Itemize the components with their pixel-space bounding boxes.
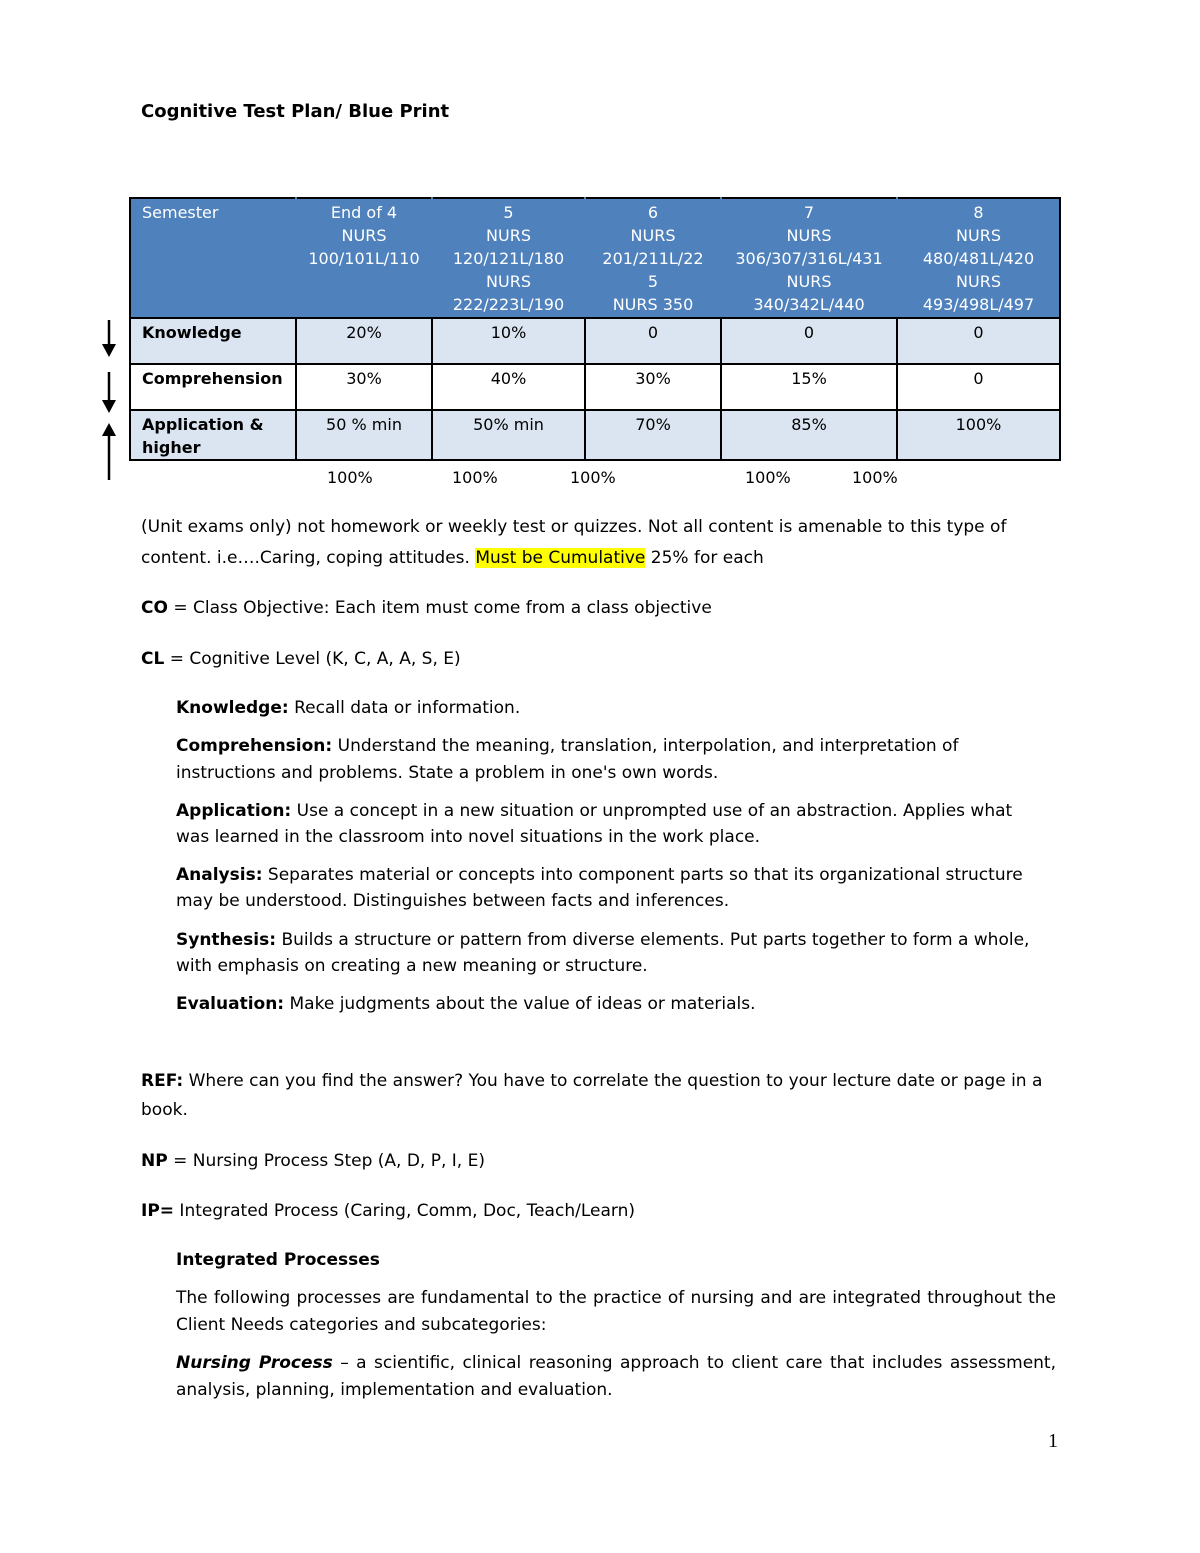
header-cell <box>721 198 897 318</box>
level-application: Application: Use a concept in a new situation or unprompted use of an abstraction. Applies what <box>176 801 1013 821</box>
total-value: 100% <box>452 468 498 487</box>
row-label: Knowledge <box>130 318 296 364</box>
table-cell: 0 <box>585 318 721 364</box>
nursing-process-paragraph: Nursing Process – a scientific, clinical reasoning approach to client care that includes assessment, analysis, planning, implementation and evaluation. <box>176 1353 1056 1400</box>
header-semester: Semester <box>130 198 296 318</box>
table-cell: 0 <box>721 318 897 364</box>
table-cell: 15% <box>721 364 897 410</box>
level-comprehension: Comprehension: Understand the meaning, translation, interpolation, and interpretation of <box>176 736 959 756</box>
header-line: 8 NURS 480/481L/420 NURS 493/498L/497 <box>922 203 1035 314</box>
cl-definition: CL = Cognitive Level (K, C, A, A, S, E) <box>141 649 461 669</box>
header-line: 7 NURS 306/307/316L/431 NURS 340/342L/440 <box>735 203 883 314</box>
page-title: Cognitive Test Plan/ Blue Print <box>141 101 450 122</box>
table-row <box>130 318 1060 364</box>
ref-definition-cont: book. <box>141 1100 188 1120</box>
header-line: 6 NURS 201/211L/22 5 NURS 350 <box>602 203 704 314</box>
header-cell <box>585 198 721 318</box>
table-cell: 0 <box>897 364 1060 410</box>
np-definition: NP = Nursing Process Step (A, D, P, I, E) <box>141 1151 485 1171</box>
table-cell: 10% <box>432 318 585 364</box>
arrow-down-icon <box>101 372 117 414</box>
total-value: 100% <box>745 468 791 487</box>
level-comprehension-cont: instructions and problems. State a problem in one's own words. <box>176 763 719 783</box>
table-header-row <box>130 198 1060 318</box>
header-cell <box>296 198 432 318</box>
level-application-cont: was learned in the classroom into novel situations in the work place. <box>176 827 761 847</box>
test-plan-table <box>129 197 1061 461</box>
highlight-text: Must be Cumulative <box>475 548 646 568</box>
total-value: 100% <box>852 468 898 487</box>
table-cell: 0 <box>897 318 1060 364</box>
arrow-down-icon <box>101 320 117 358</box>
header-line: 5 NURS 120/121L/180 NURS 222/223L/190 <box>452 203 565 314</box>
row-label: Comprehension <box>130 364 296 410</box>
level-evaluation: Evaluation: Make judgments about the value of ideas or materials. <box>176 994 756 1014</box>
table-cell: 50 % min <box>296 410 432 460</box>
table-cell: 85% <box>721 410 897 460</box>
level-synthesis: Synthesis: Builds a structure or pattern from diverse elements. Put parts together to form a whole, <box>176 930 1030 950</box>
row-label: Application & higher <box>130 410 296 460</box>
integrated-heading: Integrated Processes <box>176 1250 380 1270</box>
header-cell <box>432 198 585 318</box>
note-line: content. i.e….Caring, coping attitudes. Must be Cumulative 25% for each <box>141 548 764 568</box>
table-cell: 100% <box>897 410 1060 460</box>
table-cell: 20% <box>296 318 432 364</box>
table-row <box>130 364 1060 410</box>
arrow-up-icon <box>101 422 117 480</box>
total-value: 100% <box>570 468 616 487</box>
page-number: 1 <box>1048 1430 1058 1452</box>
ip-definition: IP= Integrated Process (Caring, Comm, Doc, Teach/Learn) <box>141 1201 635 1221</box>
header-line: End of 4 NURS 100/101L/110 <box>308 203 420 268</box>
table-cell: 40% <box>432 364 585 410</box>
co-definition: CO = Class Objective: Each item must come from a class objective <box>141 598 712 618</box>
ref-definition: REF: Where can you find the answer? You have to correlate the question to your lecture date or page in a <box>141 1071 1043 1091</box>
table-cell: 30% <box>296 364 432 410</box>
table-cell: 50% min <box>432 410 585 460</box>
level-knowledge: Knowledge: Recall data or information. <box>176 698 521 718</box>
level-analysis-cont: may be understood. Distinguishes between facts and inferences. <box>176 891 730 911</box>
header-cell <box>897 198 1060 318</box>
integrated-intro: The following processes are fundamental to the practice of nursing and are integrated throughout the Client Needs categories and subcategories: <box>176 1288 1056 1335</box>
table-cell: 30% <box>585 364 721 410</box>
level-analysis: Analysis: Separates material or concepts into component parts so that its organizational structure <box>176 865 1023 885</box>
table-row <box>130 410 1060 460</box>
total-value: 100% <box>327 468 373 487</box>
level-synthesis-cont: with emphasis on creating a new meaning or structure. <box>176 956 648 976</box>
table-cell: 70% <box>585 410 721 460</box>
note-line: (Unit exams only) not homework or weekly test or quizzes. Not all content is amenable to this type of <box>141 517 1007 537</box>
